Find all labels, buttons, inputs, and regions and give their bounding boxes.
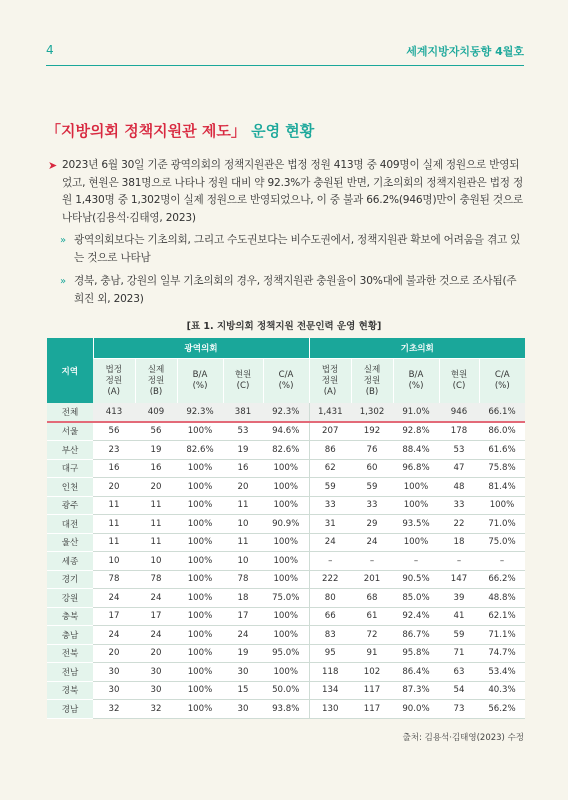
- column-header-line: 정원: [105, 375, 123, 386]
- table-cell: 29: [351, 515, 393, 534]
- region-cell: 부산: [47, 441, 93, 460]
- table-cell: 24: [135, 589, 177, 608]
- table-cell: 11: [223, 533, 263, 552]
- column-header-line: (B): [365, 386, 379, 397]
- column-header: [223, 359, 263, 404]
- table-cell: 30: [223, 663, 263, 682]
- table-cell: 100%: [177, 607, 223, 626]
- table-cell: 78: [135, 570, 177, 589]
- table-row: [47, 478, 525, 497]
- table-cell: 20: [223, 478, 263, 497]
- table-cell: 93.8%: [263, 700, 309, 719]
- table-cell: 17: [93, 607, 135, 626]
- table-cell: 100%: [177, 515, 223, 534]
- table-cell: 33: [309, 496, 351, 515]
- table-cell: 100%: [177, 700, 223, 719]
- table-cell: 92.3%: [177, 403, 223, 422]
- table-cell: 17: [135, 607, 177, 626]
- table-cell: 40.3%: [479, 681, 525, 700]
- table-row: [47, 459, 525, 478]
- table-cell: 50.0%: [263, 681, 309, 700]
- table-cell: 147: [439, 570, 479, 589]
- table-cell: 53: [223, 422, 263, 441]
- table-cell: 78: [93, 570, 135, 589]
- table-cell: 19: [223, 441, 263, 460]
- table-cell: 63: [439, 663, 479, 682]
- table-cell: 83: [309, 626, 351, 645]
- column-header: [439, 359, 479, 404]
- table-cell: 78: [223, 570, 263, 589]
- region-cell: 경남: [47, 700, 93, 719]
- table-row: [47, 607, 525, 626]
- table-cell: 134: [309, 681, 351, 700]
- table-cell: 41: [439, 607, 479, 626]
- table-cell: 92.3%: [263, 403, 309, 422]
- double-chevron-icon: »: [60, 276, 67, 287]
- table-cell: 11: [135, 533, 177, 552]
- table-cell: 23: [93, 441, 135, 460]
- table-cell: 86.7%: [393, 626, 439, 645]
- column-header: [351, 359, 393, 404]
- column-header: [393, 359, 439, 404]
- table-cell: 71: [439, 644, 479, 663]
- table-cell: 100%: [263, 663, 309, 682]
- table-cell: 96.8%: [393, 459, 439, 478]
- table-row: [47, 644, 525, 663]
- table-cell: 86.4%: [393, 663, 439, 682]
- table-cell: 56.2%: [479, 700, 525, 719]
- column-header-line: (%): [408, 381, 424, 391]
- table-cell: 100%: [393, 478, 439, 497]
- table-cell: 87.3%: [393, 681, 439, 700]
- table-cell: 192: [351, 422, 393, 441]
- metro-council-header: 광역의회: [93, 338, 309, 359]
- table-cell: 95: [309, 644, 351, 663]
- table-cell: 24: [93, 589, 135, 608]
- table-cell: 66.1%: [479, 403, 525, 422]
- table-row: [47, 589, 525, 608]
- table-cell: 53: [439, 441, 479, 460]
- table-cell: 16: [93, 459, 135, 478]
- table-cell: 100%: [393, 533, 439, 552]
- column-header: [309, 359, 351, 404]
- column-header-line: 정원: [363, 375, 381, 386]
- region-cell: 전남: [47, 663, 93, 682]
- table-cell: 100%: [177, 589, 223, 608]
- table-cell: 95.0%: [263, 644, 309, 663]
- page-number: 4: [46, 43, 54, 57]
- table-cell: 15: [223, 681, 263, 700]
- table-cell: 62: [309, 459, 351, 478]
- table-cell: 71.0%: [479, 515, 525, 534]
- table-cell: 16: [135, 459, 177, 478]
- table-cell: 11: [135, 515, 177, 534]
- main-paragraph-text: 2023년 6월 30일 기준 광역의회의 정책지원관은 법정 정원 413명 중 409명이 실제 정원으로 반영되었고, 현원은 381명으로 나타나 정원 대비 약 92.3%가 충원된 반면, 기초의회의 정책지원관은 법정 정원 1,430명 중 1,302명이 실제 정원으로 반영되었으나, 이 중 불과 66.2%(946명)만이 충원된 것으로 나타남(김용석·김태영, 2023): [62, 159, 523, 224]
- table-cell: 100%: [479, 496, 525, 515]
- region-cell: 울산: [47, 533, 93, 552]
- column-header-line: (A): [323, 386, 337, 397]
- table-cell: 100%: [177, 626, 223, 645]
- table-cell: 409: [135, 403, 177, 422]
- column-header-line: (%): [192, 381, 208, 391]
- table-row: [47, 570, 525, 589]
- column-header: [263, 359, 309, 404]
- column-header-line: B/A: [192, 370, 208, 380]
- table-cell: 47: [439, 459, 479, 478]
- table-cell: 56: [93, 422, 135, 441]
- table-cell: 100%: [263, 478, 309, 497]
- table-cell: 93.5%: [393, 515, 439, 534]
- table-cell: 1,302: [351, 403, 393, 422]
- table-body: [47, 403, 525, 718]
- table-cell: 207: [309, 422, 351, 441]
- table-cell: 24: [309, 533, 351, 552]
- table-cell: 59: [309, 478, 351, 497]
- table-cell: 30: [93, 663, 135, 682]
- table-cell: –: [479, 552, 525, 571]
- table-cell: 117: [351, 700, 393, 719]
- column-header-line: C/A: [278, 370, 294, 380]
- region-cell: 충남: [47, 626, 93, 645]
- region-cell: 인천: [47, 478, 93, 497]
- table-row: [47, 700, 525, 719]
- table-cell: 75.8%: [479, 459, 525, 478]
- table-cell: 11: [93, 533, 135, 552]
- column-header-line: (B): [149, 386, 163, 397]
- table-cell: 33: [351, 496, 393, 515]
- table-cell: 20: [93, 478, 135, 497]
- table-cell: 56: [135, 422, 177, 441]
- column-header-line: 실제: [363, 364, 381, 375]
- table-row: [47, 496, 525, 515]
- region-cell: 강원: [47, 589, 93, 608]
- table-cell: 100%: [263, 459, 309, 478]
- table-cell: 88.4%: [393, 441, 439, 460]
- column-header-line: (C): [452, 381, 466, 391]
- table-cell: 53.4%: [479, 663, 525, 682]
- table-cell: 178: [439, 422, 479, 441]
- table-row: [47, 663, 525, 682]
- table-cell: 381: [223, 403, 263, 422]
- table-cell: 20: [135, 644, 177, 663]
- table-cell: 100%: [263, 607, 309, 626]
- table-cell: 11: [93, 496, 135, 515]
- page-header: [0, 0, 568, 80]
- table-cell: 201: [351, 570, 393, 589]
- region-cell: 경기: [47, 570, 93, 589]
- table-cell: 100%: [263, 552, 309, 571]
- table-cell: 100%: [263, 496, 309, 515]
- table-cell: 100%: [263, 570, 309, 589]
- table-cell: 130: [309, 700, 351, 719]
- table-cell: 24: [351, 533, 393, 552]
- table-row: [47, 441, 525, 460]
- table-cell: 54: [439, 681, 479, 700]
- sub-paragraph-2-text: 경북, 충남, 강원의 일부 기초의회의 경우, 정책지원관 충원율이 30%대에 불과한 것으로 조사됨(주희진 외, 2023): [74, 275, 517, 305]
- table-cell: 82.6%: [177, 441, 223, 460]
- table-cell: 60: [351, 459, 393, 478]
- title-bracket-open: 「: [46, 122, 62, 140]
- column-header-line: 현원: [450, 370, 468, 380]
- table-cell: 24: [93, 626, 135, 645]
- table-cell: 1,431: [309, 403, 351, 422]
- table-cell: 31: [309, 515, 351, 534]
- table-cell: 48: [439, 478, 479, 497]
- sub-paragraph-1-text: 광역의회보다는 기초의회, 그리고 수도권보다는 비수도권에서, 정책지원관 확보에 어려움을 겪고 있는 것으로 나타남: [74, 234, 521, 264]
- column-header: [479, 359, 525, 404]
- table-cell: 32: [135, 700, 177, 719]
- table-cell: 222: [309, 570, 351, 589]
- arrow-circle-icon: ➤: [48, 159, 58, 172]
- table-cell: 18: [223, 589, 263, 608]
- table-cell: 62.1%: [479, 607, 525, 626]
- table-row: [47, 403, 525, 422]
- table-row: [47, 681, 525, 700]
- table-cell: 92.4%: [393, 607, 439, 626]
- table-cell: 91: [351, 644, 393, 663]
- table-cell: 100%: [177, 663, 223, 682]
- journal-title: 세계지방자치동향 4월호: [406, 45, 524, 58]
- main-paragraph: [48, 157, 526, 227]
- table-cell: 100%: [177, 496, 223, 515]
- table-cell: –: [393, 552, 439, 571]
- table-cell: 91.0%: [393, 403, 439, 422]
- table-cell: 100%: [177, 422, 223, 441]
- column-header-line: C/A: [494, 370, 510, 380]
- column-header: [177, 359, 223, 404]
- table-cell: 92.8%: [393, 422, 439, 441]
- table-cell: 90.0%: [393, 700, 439, 719]
- table-cell: 30: [135, 681, 177, 700]
- table-cell: 19: [135, 441, 177, 460]
- region-cell: 경북: [47, 681, 93, 700]
- table-cell: 19: [223, 644, 263, 663]
- sub-paragraph-2: [60, 273, 526, 308]
- table-cell: –: [309, 552, 351, 571]
- table-cell: 90.5%: [393, 570, 439, 589]
- region-cell: 전북: [47, 644, 93, 663]
- table-cell: 95.8%: [393, 644, 439, 663]
- region-header: 지역: [47, 338, 93, 403]
- table-cell: 72: [351, 626, 393, 645]
- table-cell: 100%: [393, 496, 439, 515]
- table-cell: 118: [309, 663, 351, 682]
- table-cell: 10: [135, 552, 177, 571]
- double-chevron-icon: »: [60, 235, 67, 246]
- table-cell: 24: [223, 626, 263, 645]
- region-cell: 서울: [47, 422, 93, 441]
- table-source: 출처: 김용석·김태영(2023) 수정: [402, 733, 524, 743]
- table-cell: 100%: [177, 533, 223, 552]
- column-header-line: 현원: [234, 370, 252, 380]
- table-cell: 48.8%: [479, 589, 525, 608]
- region-cell: 대전: [47, 515, 93, 534]
- region-cell: 광주: [47, 496, 93, 515]
- table-cell: 74.7%: [479, 644, 525, 663]
- column-header-line: B/A: [408, 370, 424, 380]
- table-cell: 100%: [177, 552, 223, 571]
- title-rest: 운영 현황: [245, 122, 315, 140]
- column-header-line: (C): [236, 381, 250, 391]
- column-header-line: 정원: [147, 375, 165, 386]
- column-header-line: 정원: [321, 375, 339, 386]
- table-cell: 117: [351, 681, 393, 700]
- table-cell: 82.6%: [263, 441, 309, 460]
- table-cell: 59: [351, 478, 393, 497]
- table-cell: 75.0%: [479, 533, 525, 552]
- column-header-line: 법정: [105, 364, 123, 375]
- column-header-line: (%): [278, 381, 294, 391]
- staffing-table: [47, 338, 525, 719]
- table-cell: 413: [93, 403, 135, 422]
- table-cell: 81.4%: [479, 478, 525, 497]
- table-cell: 94.6%: [263, 422, 309, 441]
- table-cell: 90.9%: [263, 515, 309, 534]
- table-row: [47, 422, 525, 441]
- table-cell: 100%: [177, 681, 223, 700]
- table-cell: 66: [309, 607, 351, 626]
- title-main: 지방의회 정책지원관 제도: [61, 122, 231, 140]
- table-cell: 16: [223, 459, 263, 478]
- table-cell: 18: [439, 533, 479, 552]
- sub-paragraph-1: [60, 232, 526, 267]
- column-header-line: (A): [107, 386, 121, 397]
- table-row: [47, 533, 525, 552]
- table-cell: 71.1%: [479, 626, 525, 645]
- table-row: [47, 515, 525, 534]
- table-cell: 59: [439, 626, 479, 645]
- table-cell: 100%: [177, 478, 223, 497]
- table-cell: 24: [135, 626, 177, 645]
- table-cell: 10: [223, 552, 263, 571]
- table-cell: 100%: [177, 570, 223, 589]
- table-row: [47, 552, 525, 571]
- table-cell: 11: [93, 515, 135, 534]
- table-cell: 100%: [177, 644, 223, 663]
- column-header-line: 실제: [147, 364, 165, 375]
- table-cell: 10: [93, 552, 135, 571]
- table-cell: 20: [93, 644, 135, 663]
- table-cell: –: [351, 552, 393, 571]
- table-cell: 946: [439, 403, 479, 422]
- table-group-header-row: [47, 338, 525, 359]
- table-cell: 85.0%: [393, 589, 439, 608]
- table-cell: 61: [351, 607, 393, 626]
- table-cell: 10: [223, 515, 263, 534]
- table-cell: 75.0%: [263, 589, 309, 608]
- column-header: [93, 359, 135, 404]
- region-cell: 충북: [47, 607, 93, 626]
- table-cell: 11: [223, 496, 263, 515]
- table-cell: 61.6%: [479, 441, 525, 460]
- table-cell: 73: [439, 700, 479, 719]
- table-cell: 20: [135, 478, 177, 497]
- basic-council-header: 기초의회: [309, 338, 525, 359]
- region-cell: 대구: [47, 459, 93, 478]
- table-cell: 86: [309, 441, 351, 460]
- region-cell: 전체: [47, 403, 93, 422]
- table-cell: 32: [93, 700, 135, 719]
- table-cell: 80: [309, 589, 351, 608]
- table-cell: 17: [223, 607, 263, 626]
- title-bracket-close: 」: [230, 122, 246, 140]
- table-cell: 86.0%: [479, 422, 525, 441]
- table-cell: 22: [439, 515, 479, 534]
- table-cell: 30: [93, 681, 135, 700]
- table-cell: 100%: [263, 626, 309, 645]
- column-header-line: (%): [494, 381, 510, 391]
- table-cell: 66.2%: [479, 570, 525, 589]
- region-cell: 세종: [47, 552, 93, 571]
- table-column-header-row: [47, 359, 525, 404]
- table-cell: 30: [223, 700, 263, 719]
- table-cell: 100%: [177, 459, 223, 478]
- table-row: [47, 626, 525, 645]
- table-cell: 68: [351, 589, 393, 608]
- table-cell: 39: [439, 589, 479, 608]
- table-cell: 100%: [263, 533, 309, 552]
- table-title: [표 1. 지방의회 정책지원 전문인력 운영 현황]: [186, 321, 382, 332]
- table-cell: 11: [135, 496, 177, 515]
- table-cell: –: [439, 552, 479, 571]
- header-divider: [46, 65, 524, 66]
- table-cell: 33: [439, 496, 479, 515]
- section-title: [46, 120, 314, 141]
- column-header: [135, 359, 177, 404]
- table-cell: 76: [351, 441, 393, 460]
- table-cell: 102: [351, 663, 393, 682]
- column-header-line: 법정: [321, 364, 339, 375]
- table-cell: 30: [135, 663, 177, 682]
